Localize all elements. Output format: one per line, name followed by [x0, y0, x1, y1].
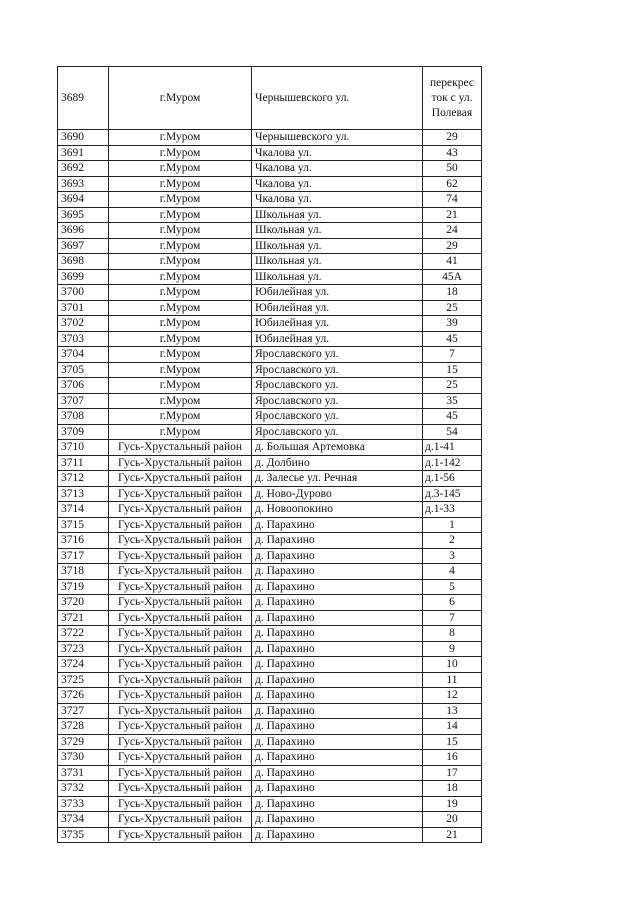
table-body: [58, 67, 482, 843]
house-cell: 17: [423, 765, 482, 781]
locality-cell: г.Муром: [109, 285, 252, 301]
street-cell: Ярославского ул.: [252, 409, 423, 425]
table-row: [58, 347, 482, 363]
locality-cell: Гусь-Хрустальный район: [109, 548, 252, 564]
house-cell: 6: [423, 595, 482, 611]
street-cell: д. Парахино: [252, 564, 423, 580]
table-row: [58, 316, 482, 332]
locality-cell: г.Муром: [109, 207, 252, 223]
row-number: 3730: [58, 750, 109, 766]
locality-cell: г.Муром: [109, 254, 252, 270]
house-cell: 5: [423, 579, 482, 595]
table-row: [58, 285, 482, 301]
street-cell: Школьная ул.: [252, 238, 423, 254]
street-cell: д. Парахино: [252, 750, 423, 766]
table-row: [58, 734, 482, 750]
house-cell: д.1-41: [423, 440, 482, 456]
row-number: 3689: [58, 67, 109, 130]
street-cell: д. Парахино: [252, 517, 423, 533]
house-cell: перекрес ток с ул. Полевая: [423, 67, 482, 130]
table-row: [58, 145, 482, 161]
row-number: 3710: [58, 440, 109, 456]
locality-cell: г.Муром: [109, 192, 252, 208]
locality-cell: Гусь-Хрустальный район: [109, 641, 252, 657]
row-number: 3719: [58, 579, 109, 595]
row-number: 3714: [58, 502, 109, 518]
table-row: [58, 207, 482, 223]
row-number: 3709: [58, 424, 109, 440]
locality-cell: г.Муром: [109, 223, 252, 239]
street-cell: Школьная ул.: [252, 207, 423, 223]
table-row: [58, 176, 482, 192]
table-row: [58, 796, 482, 812]
table-row: [58, 548, 482, 564]
row-number: 3699: [58, 269, 109, 285]
street-cell: д. Парахино: [252, 657, 423, 673]
house-cell: 45: [423, 409, 482, 425]
locality-cell: г.Муром: [109, 331, 252, 347]
table-row: [58, 440, 482, 456]
street-cell: д. Парахино: [252, 812, 423, 828]
street-cell: д. Парахино: [252, 827, 423, 843]
street-cell: Ярославского ул.: [252, 347, 423, 363]
house-cell: 3: [423, 548, 482, 564]
locality-cell: Гусь-Хрустальный район: [109, 502, 252, 518]
street-cell: Ярославского ул.: [252, 378, 423, 394]
locality-cell: Гусь-Хрустальный район: [109, 750, 252, 766]
table-row: [58, 67, 482, 130]
table-row: [58, 192, 482, 208]
row-number: 3716: [58, 533, 109, 549]
locality-cell: Гусь-Хрустальный район: [109, 626, 252, 642]
house-cell: 50: [423, 161, 482, 177]
locality-cell: г.Муром: [109, 67, 252, 130]
locality-cell: Гусь-Хрустальный район: [109, 471, 252, 487]
table-row: [58, 641, 482, 657]
table-row: [58, 517, 482, 533]
house-cell: 29: [423, 238, 482, 254]
locality-cell: Гусь-Хрустальный район: [109, 517, 252, 533]
house-cell: 4: [423, 564, 482, 580]
house-cell: 7: [423, 610, 482, 626]
house-cell: 20: [423, 812, 482, 828]
row-number: 3708: [58, 409, 109, 425]
table-row: [58, 362, 482, 378]
row-number: 3732: [58, 781, 109, 797]
row-number: 3701: [58, 300, 109, 316]
locality-cell: г.Муром: [109, 347, 252, 363]
house-cell: 15: [423, 734, 482, 750]
street-cell: д. Залесье ул. Речная: [252, 471, 423, 487]
row-number: 3691: [58, 145, 109, 161]
house-cell: 39: [423, 316, 482, 332]
row-number: 3734: [58, 812, 109, 828]
row-number: 3698: [58, 254, 109, 270]
table-row: [58, 300, 482, 316]
house-cell: 18: [423, 781, 482, 797]
table-row: [58, 812, 482, 828]
row-number: 3700: [58, 285, 109, 301]
house-cell: 12: [423, 688, 482, 704]
table-row: [58, 223, 482, 239]
house-cell: 13: [423, 703, 482, 719]
house-cell: 8: [423, 626, 482, 642]
row-number: 3695: [58, 207, 109, 223]
street-cell: д. Парахино: [252, 765, 423, 781]
locality-cell: г.Муром: [109, 393, 252, 409]
table-row: [58, 688, 482, 704]
table-row: [58, 719, 482, 735]
table-row: [58, 595, 482, 611]
street-cell: Чкалова ул.: [252, 161, 423, 177]
street-cell: Юбилейная ул.: [252, 316, 423, 332]
locality-cell: Гусь-Хрустальный район: [109, 564, 252, 580]
street-cell: Чкалова ул.: [252, 145, 423, 161]
row-number: 3735: [58, 827, 109, 843]
house-cell: 62: [423, 176, 482, 192]
row-number: 3712: [58, 471, 109, 487]
row-number: 3705: [58, 362, 109, 378]
table-row: [58, 781, 482, 797]
street-cell: д. Парахино: [252, 641, 423, 657]
locality-cell: Гусь-Хрустальный район: [109, 796, 252, 812]
house-cell: 21: [423, 207, 482, 223]
row-number: 3722: [58, 626, 109, 642]
locality-cell: г.Муром: [109, 378, 252, 394]
locality-cell: г.Муром: [109, 362, 252, 378]
locality-cell: г.Муром: [109, 269, 252, 285]
row-number: 3696: [58, 223, 109, 239]
table-row: [58, 254, 482, 270]
table-row: [58, 424, 482, 440]
table-row: [58, 502, 482, 518]
street-cell: д. Парахино: [252, 734, 423, 750]
table-row: [58, 765, 482, 781]
house-cell: д.3-145: [423, 486, 482, 502]
locality-cell: г.Муром: [109, 130, 252, 146]
table-row: [58, 703, 482, 719]
street-cell: Чернышевского ул.: [252, 130, 423, 146]
row-number: 3693: [58, 176, 109, 192]
locality-cell: Гусь-Хрустальный район: [109, 672, 252, 688]
address-table: [57, 66, 482, 843]
locality-cell: г.Муром: [109, 424, 252, 440]
table-row: [58, 130, 482, 146]
locality-cell: Гусь-Хрустальный район: [109, 719, 252, 735]
street-cell: Школьная ул.: [252, 269, 423, 285]
table-row: [58, 409, 482, 425]
house-cell: 15: [423, 362, 482, 378]
house-cell: 14: [423, 719, 482, 735]
row-number: 3733: [58, 796, 109, 812]
street-cell: Ярославского ул.: [252, 393, 423, 409]
house-cell: 18: [423, 285, 482, 301]
row-number: 3727: [58, 703, 109, 719]
row-number: 3707: [58, 393, 109, 409]
house-cell: 24: [423, 223, 482, 239]
street-cell: д. Долбино: [252, 455, 423, 471]
table-row: [58, 579, 482, 595]
row-number: 3731: [58, 765, 109, 781]
row-number: 3697: [58, 238, 109, 254]
row-number: 3692: [58, 161, 109, 177]
locality-cell: Гусь-Хрустальный район: [109, 812, 252, 828]
locality-cell: Гусь-Хрустальный район: [109, 455, 252, 471]
locality-cell: Гусь-Хрустальный район: [109, 486, 252, 502]
street-cell: Юбилейная ул.: [252, 331, 423, 347]
locality-cell: г.Муром: [109, 409, 252, 425]
street-cell: Чернышевского ул.: [252, 67, 423, 130]
street-cell: Школьная ул.: [252, 223, 423, 239]
house-cell: 16: [423, 750, 482, 766]
street-cell: д. Парахино: [252, 781, 423, 797]
locality-cell: Гусь-Хрустальный район: [109, 781, 252, 797]
locality-cell: г.Муром: [109, 145, 252, 161]
locality-cell: Гусь-Хрустальный район: [109, 610, 252, 626]
row-number: 3711: [58, 455, 109, 471]
table-row: [58, 161, 482, 177]
row-number: 3703: [58, 331, 109, 347]
row-number: 3706: [58, 378, 109, 394]
locality-cell: Гусь-Хрустальный район: [109, 533, 252, 549]
locality-cell: Гусь-Хрустальный район: [109, 657, 252, 673]
locality-cell: Гусь-Хрустальный район: [109, 579, 252, 595]
locality-cell: Гусь-Хрустальный район: [109, 440, 252, 456]
row-number: 3721: [58, 610, 109, 626]
table-row: [58, 827, 482, 843]
table-row: [58, 331, 482, 347]
row-number: 3704: [58, 347, 109, 363]
house-cell: 25: [423, 300, 482, 316]
locality-cell: г.Муром: [109, 238, 252, 254]
row-number: 3713: [58, 486, 109, 502]
street-cell: Юбилейная ул.: [252, 285, 423, 301]
house-cell: 54: [423, 424, 482, 440]
table-row: [58, 378, 482, 394]
row-number: 3729: [58, 734, 109, 750]
street-cell: д. Парахино: [252, 672, 423, 688]
table-row: [58, 455, 482, 471]
house-cell: 1: [423, 517, 482, 533]
street-cell: д. Парахино: [252, 626, 423, 642]
table-row: [58, 269, 482, 285]
house-cell: д.1-56: [423, 471, 482, 487]
street-cell: Ярославского ул.: [252, 424, 423, 440]
street-cell: Чкалова ул.: [252, 192, 423, 208]
house-cell: 45А: [423, 269, 482, 285]
street-cell: Школьная ул.: [252, 254, 423, 270]
locality-cell: Гусь-Хрустальный район: [109, 827, 252, 843]
row-number: 3690: [58, 130, 109, 146]
street-cell: д. Парахино: [252, 719, 423, 735]
house-cell: д.1-142: [423, 455, 482, 471]
table-row: [58, 657, 482, 673]
street-cell: д. Ново-Дурово: [252, 486, 423, 502]
street-cell: д. Большая Артемовка: [252, 440, 423, 456]
street-cell: д. Парахино: [252, 533, 423, 549]
house-cell: 45: [423, 331, 482, 347]
locality-cell: Гусь-Хрустальный район: [109, 595, 252, 611]
street-cell: д. Парахино: [252, 610, 423, 626]
locality-cell: Гусь-Хрустальный район: [109, 734, 252, 750]
locality-cell: Гусь-Хрустальный район: [109, 765, 252, 781]
row-number: 3718: [58, 564, 109, 580]
table-row: [58, 564, 482, 580]
street-cell: Юбилейная ул.: [252, 300, 423, 316]
house-cell: 29: [423, 130, 482, 146]
row-number: 3723: [58, 641, 109, 657]
street-cell: д. Парахино: [252, 579, 423, 595]
row-number: 3702: [58, 316, 109, 332]
locality-cell: г.Муром: [109, 300, 252, 316]
street-cell: д. Новоопокино: [252, 502, 423, 518]
house-cell: 10: [423, 657, 482, 673]
house-cell: 25: [423, 378, 482, 394]
house-cell: 7: [423, 347, 482, 363]
row-number: 3726: [58, 688, 109, 704]
table-row: [58, 471, 482, 487]
table-row: [58, 626, 482, 642]
table-row: [58, 672, 482, 688]
row-number: 3720: [58, 595, 109, 611]
house-cell: 2: [423, 533, 482, 549]
house-cell: 19: [423, 796, 482, 812]
house-cell: 9: [423, 641, 482, 657]
row-number: 3717: [58, 548, 109, 564]
house-cell: 35: [423, 393, 482, 409]
house-cell: 21: [423, 827, 482, 843]
locality-cell: г.Муром: [109, 316, 252, 332]
street-cell: Ярославского ул.: [252, 362, 423, 378]
table-row: [58, 393, 482, 409]
house-cell: 74: [423, 192, 482, 208]
street-cell: д. Парахино: [252, 595, 423, 611]
table-row: [58, 238, 482, 254]
table-row: [58, 533, 482, 549]
row-number: 3724: [58, 657, 109, 673]
table-row: [58, 750, 482, 766]
street-cell: д. Парахино: [252, 703, 423, 719]
street-cell: д. Парахино: [252, 548, 423, 564]
street-cell: д. Парахино: [252, 688, 423, 704]
locality-cell: г.Муром: [109, 176, 252, 192]
row-number: 3694: [58, 192, 109, 208]
row-number: 3728: [58, 719, 109, 735]
street-cell: д. Парахино: [252, 796, 423, 812]
house-cell: 43: [423, 145, 482, 161]
house-cell: д.1-33: [423, 502, 482, 518]
locality-cell: г.Муром: [109, 161, 252, 177]
table-row: [58, 486, 482, 502]
row-number: 3715: [58, 517, 109, 533]
street-cell: Чкалова ул.: [252, 176, 423, 192]
row-number: 3725: [58, 672, 109, 688]
locality-cell: Гусь-Хрустальный район: [109, 703, 252, 719]
table-row: [58, 610, 482, 626]
locality-cell: Гусь-Хрустальный район: [109, 688, 252, 704]
house-cell: 41: [423, 254, 482, 270]
house-cell: 11: [423, 672, 482, 688]
